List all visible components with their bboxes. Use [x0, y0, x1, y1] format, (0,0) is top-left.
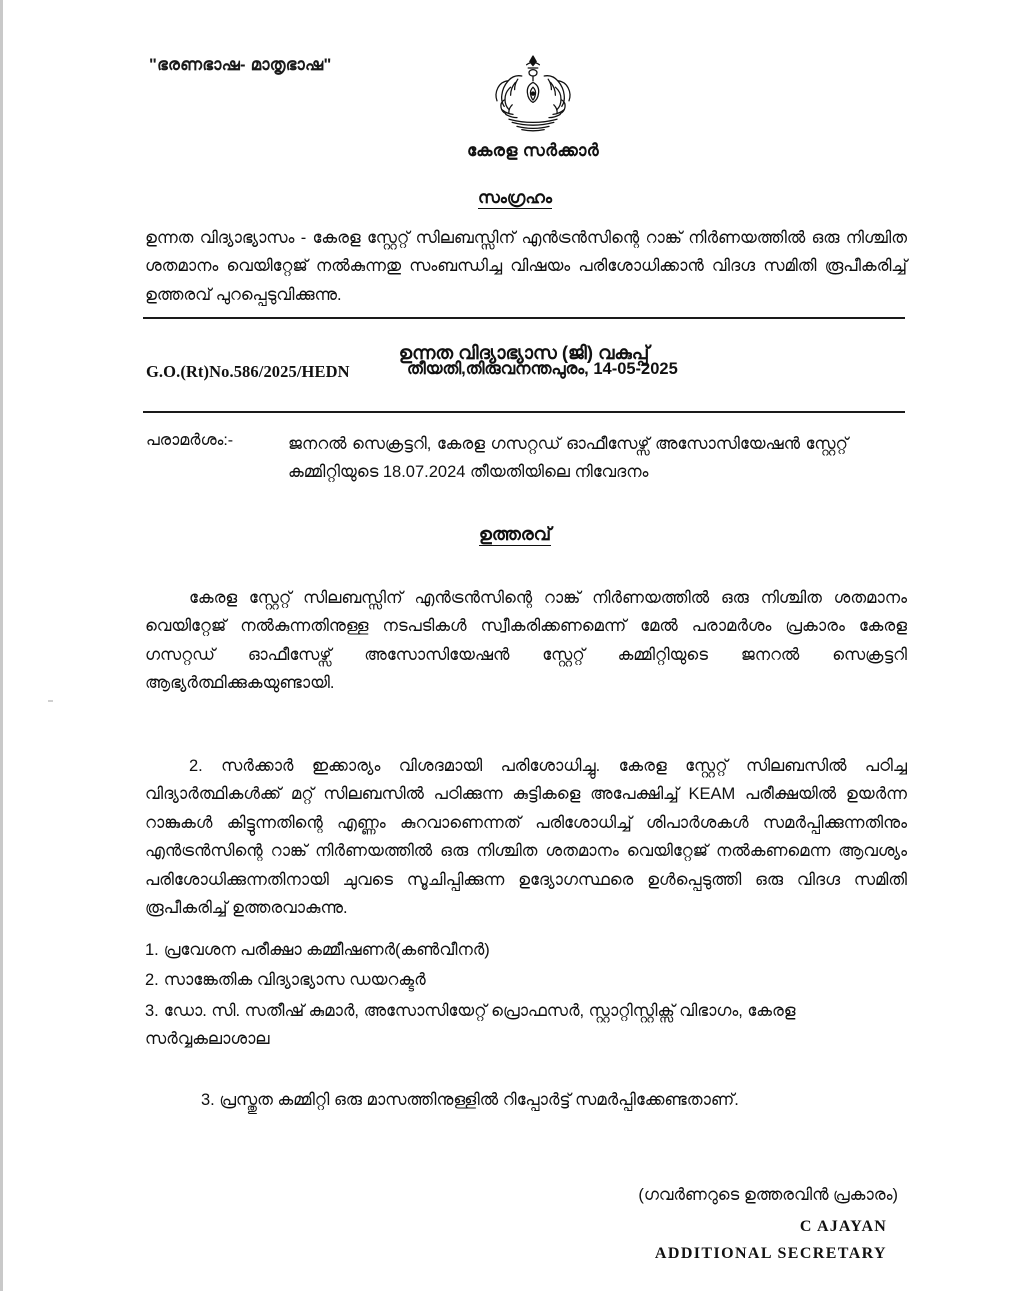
emblem-caption: കേരള സർക്കാർ [466, 141, 600, 160]
scan-artifact-speck [48, 700, 53, 702]
summary-paragraph: ഉന്നത വിദ്യാഭ്യാസം - കേരള സ്റ്റേറ്റ് സിലബസ്സിന് എൻട്രൻസിന്റെ റാങ്ക് നിർണയത്തിൽ ഒരു നിശ്ചിത ശതമാനം വെയിറ്റേജ് നൽകുന്നതു സംബന്ധിച്ച വിഷയം പരിശോധിക്കാൻ വിദഗ്ദ സമിതി രൂപീകരിച്ച് ഉത്തരവ് പുറപ്പെടുവിക്കുന്നു. [145, 229, 907, 304]
document-sheet [3, 0, 1024, 1291]
divider-rule-bottom [143, 411, 905, 413]
by-order-of-governor-text: (ഗവർണറുടെ ഉത്തരവിൻ പ്രകാരം) [638, 1186, 898, 1204]
list-item [145, 936, 907, 964]
kerala-government-emblem-icon [485, 52, 581, 136]
government-emblem-block [423, 52, 643, 161]
list-item-number: 1. [145, 941, 159, 959]
signatory-name: C AJAYAN [799, 1218, 887, 1235]
list-item-label: പ്രവേശന പരീക്ഷാ കമ്മീഷണർ(കൺവീനർ) [163, 941, 490, 959]
list-item-label: ഡോ. സി. സതീഷ് കുമാർ, അസോസിയേറ്റ് പ്രൊഫസർ, സ്റ്റാറ്റിസ്റ്റിക്സ് വിഭാഗം, കേരള സർവ്വകലാശാല [145, 1001, 796, 1049]
divider-rule-top [143, 317, 905, 319]
reference-label: പരാമർശം:- [146, 432, 234, 449]
signatory-designation: ADDITIONAL SECRETARY [654, 1245, 887, 1262]
official-language-slogan: "ഭരണഭാഷ- മാതൃഭാഷ" [149, 56, 332, 74]
order-paragraph-3: 3. പ്രസ്തുത കമ്മിറ്റി ഒരു മാസത്തിനുള്ളിൽ റിപ്പോർട്ട് സമർപ്പിക്കേണ്ടതാണ്. [201, 1091, 739, 1109]
list-item-number: 2. [145, 971, 159, 990]
government-order-number: G.O.(Rt)No.586/2025/HEDN [146, 362, 350, 381]
summary-heading [3, 188, 1024, 208]
committee-member-list [145, 936, 907, 1056]
list-item [145, 997, 907, 1054]
list-item-number: 3. [145, 1001, 159, 1020]
order-paragraph-1: കേരള സ്റ്റേറ്റ് സിലബസ്സിന് എൻട്രൻസിന്റെ റാങ്ക് നിർണയത്തിൽ ഒരു നിശ്ചിത ശതമാനം വെയിറ്റേജ് നൽകുന്നതിനുള്ള നടപടികൾ സ്വീകരിക്കണമെന്ന് മേൽ പരാമർശം പ്രകാരം കേരള ഗസറ്റഡ് ഓഫീസേഴ്സ് അസോസിയേഷൻ സ്റ്റേറ്റ് കമ്മിറ്റിയുടെ ജനറൽ സെക്രട്ടറി ആഭ്യർത്ഥിക്കുകയുണ്ടായി. [145, 589, 907, 693]
list-item [145, 966, 907, 994]
reference-text: ജനറൽ സെക്രട്ടറി, കേരള ഗസറ്റഡ് ഓഫീസേഴ്സ് അസോസിയേഷൻ സ്റ്റേറ്റ് കമ്മിറ്റിയുടെ 18.07.2024 തീയതിയിലെ നിവേദനം [288, 435, 848, 482]
department-title: ഉന്നത വിദ്യാഭ്യാസ (ജി) വകുപ്പ് [398, 342, 650, 363]
order-heading-text: ഉത്തരവ് [478, 524, 552, 544]
summary-heading-text: സംഗ്രഹം [478, 188, 552, 207]
order-paragraph-2: 2. സർക്കാർ ഇക്കാര്യം വിശദമായി പരിശോധിച്ചു. കേരള സ്റ്റേറ്റ് സിലബസിൽ പഠിച്ച വിദ്യാർത്ഥികൾക്ക് മറ്റ് സിലബസിൽ പഠിക്കുന്ന കുട്ടികളെ അപേക്ഷിച്ച് KEAM പരീക്ഷയിൽ ഉയർന്ന റാങ്കുകൾ കിട്ടുന്നതിന്റെ എണ്ണം കുറവാണെന്നത് പരിശോധിച്ച് ശിപാർശകൾ സമർപ്പിക്കുന്നതിനും എൻട്രൻസിന്റെ റാങ്ക് നിർണയത്തിൽ ഒരു നിശ്ചിത ശതമാനം വെയിറ്റേജ് നൽകണമെന്ന ആവശ്യം പരിശോധിക്കുന്നതിനായി ചുവടെ സൂചിപ്പിക്കുന്ന ഉദ്യോഗസ്ഥരെ ഉൾപ്പെടുത്തി ഒരു വിദഗ്ദ സമിതി രൂപീകരിച്ച് ഉത്തരവാകുന്നു. [145, 757, 907, 917]
list-item-label: സാങ്കേതിക വിദ്യാഭ്യാസ ഡയറക്ടർ [163, 971, 426, 990]
government-order-date: തീയതി,തിരുവനന്തപുരം, 14-05-2025 [407, 360, 678, 378]
order-heading [3, 524, 1024, 545]
